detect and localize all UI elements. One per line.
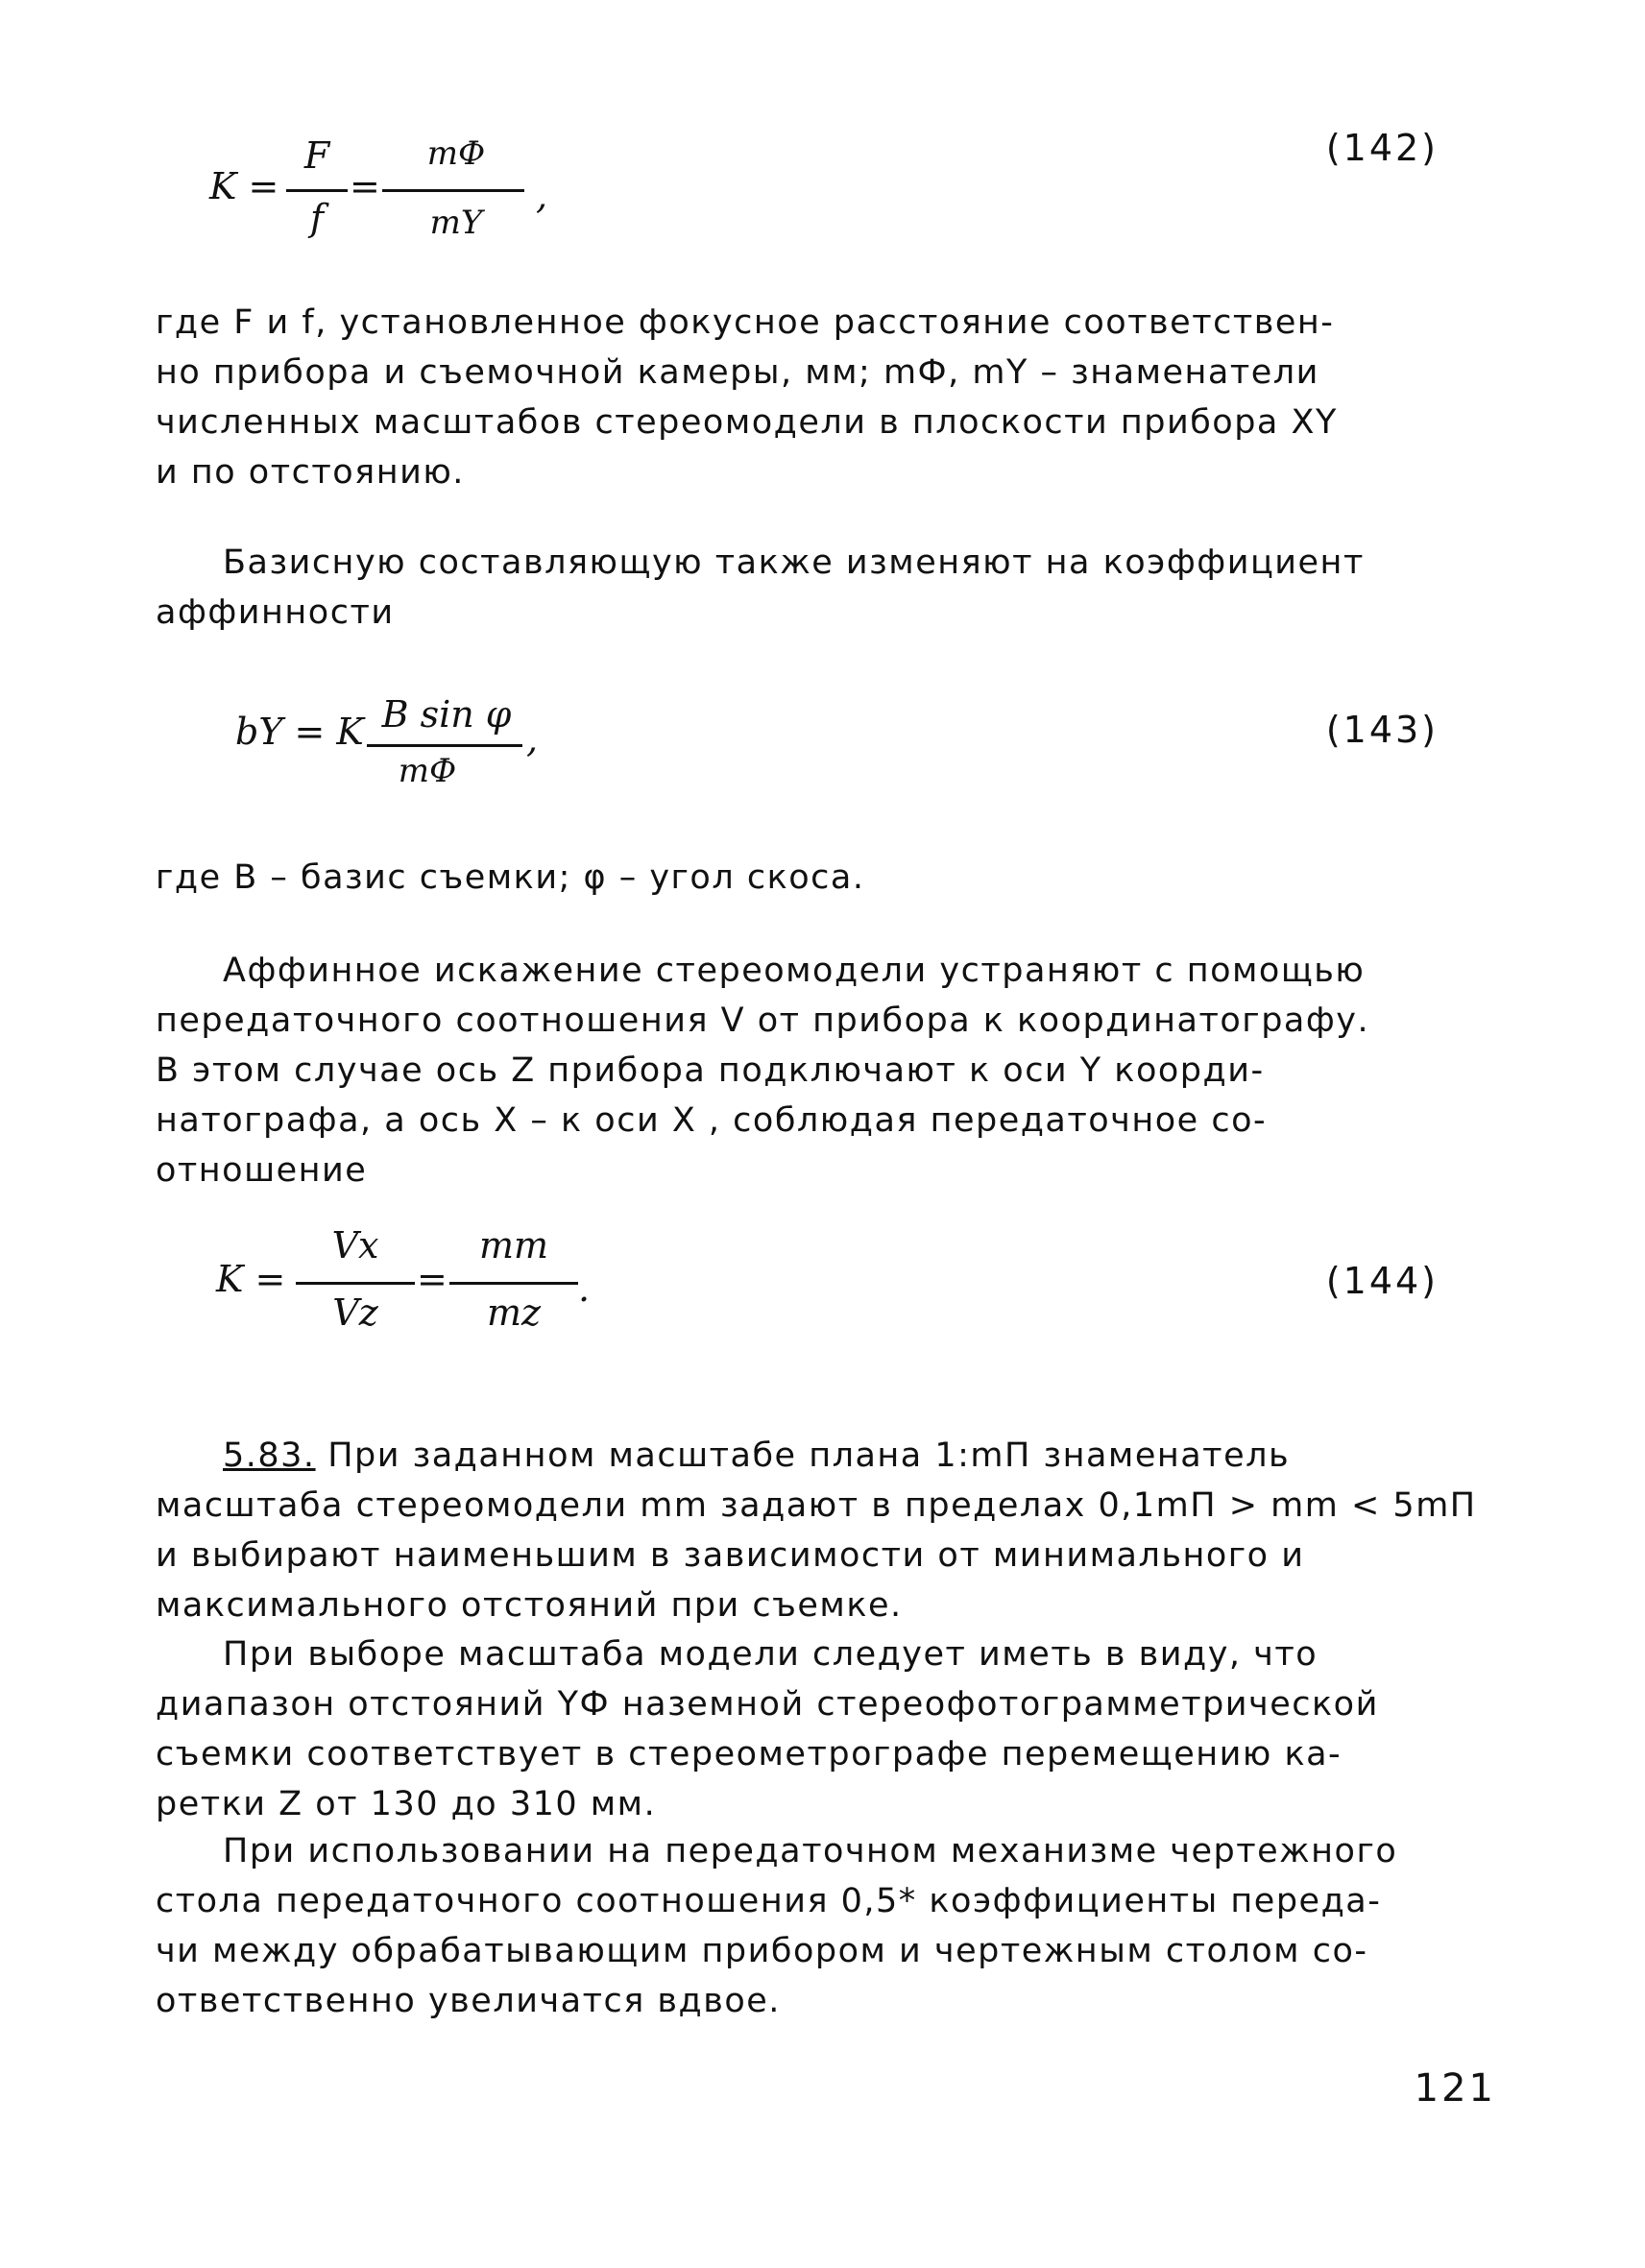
eq144-frac1-den: Vz	[332, 1291, 378, 1334]
eq144-frac2-num: mm	[478, 1224, 549, 1267]
eq144-number: (144)	[1325, 1260, 1439, 1302]
eq142-lhs: K =	[209, 165, 279, 207]
eq143-lhs: bY = K	[235, 711, 364, 753]
paragraph-definitions-142	[156, 298, 1486, 497]
eq144-frac2-bar	[449, 1282, 578, 1285]
text-line: численных масштабов стереомодели в плоскости прибора XY	[156, 403, 1338, 442]
eq142-number: (142)	[1325, 127, 1439, 169]
text-line	[156, 1431, 1486, 1481]
text-line: стола передаточного соотношения 0,5* коэффициенты переда-	[156, 1882, 1382, 1920]
text-line: диапазон отстояний YФ наземной стереофотограмметрической	[156, 1685, 1379, 1724]
text-line: При использовании на передаточном механизме чертежного	[223, 1832, 1398, 1870]
text-line: ответственно увеличатся вдвое.	[156, 1982, 781, 2020]
eq143-bar	[367, 744, 522, 747]
eq142-frac2-den: mY	[429, 204, 483, 242]
text-line: и по отстоянию.	[156, 453, 465, 492]
eq143-den: mФ	[398, 752, 457, 790]
paragraph-section-5-83	[156, 1431, 1486, 1630]
paragraph-basis-component	[156, 538, 1486, 638]
text-line: максимального отстояний при съемке.	[156, 1586, 903, 1625]
paragraph-affine-distortion	[156, 946, 1486, 1195]
text-line: При выборе масштаба модели следует иметь в виду, что	[223, 1635, 1318, 1674]
text-line: масштаба стереомодели mm задают в пределах 0,1mП > mm < 5mП	[156, 1486, 1477, 1525]
text-line: передаточного соотношения V от прибора к координатографу.	[156, 1001, 1370, 1040]
eq142-tail: ,	[536, 175, 548, 217]
text-line: чи между обрабатывающим прибором и чертежным столом со-	[156, 1932, 1368, 1970]
text-line: где F и f, установленное фокусное расстояние соответствен-	[156, 303, 1335, 342]
text-line: и выбирают наименьшим в зависимости от минимального и	[156, 1536, 1305, 1575]
eq144-frac1-bar	[296, 1282, 415, 1285]
eq144-frac1-num: Vx	[331, 1224, 379, 1267]
eq142-frac1-den: f	[309, 197, 325, 239]
text-line: съемки соответствует в стереометрографе перемещению ка-	[156, 1735, 1343, 1773]
eq144-lhs: K =	[216, 1258, 286, 1300]
text-line: Аффинное искажение стереомодели устраняют с помощью	[223, 952, 1366, 990]
paragraph-model-scale	[156, 1629, 1486, 1829]
page-number: 121	[1414, 2066, 1496, 2111]
eq144-eq: =	[417, 1258, 448, 1300]
text-line: ретки Z от 130 до 310 мм.	[156, 1785, 657, 1823]
text-line: отношение	[156, 1151, 368, 1190]
text-line: аффинности	[156, 593, 395, 632]
text-line: В этом случае ось Z прибора подключают к оси Y коорди-	[156, 1051, 1265, 1090]
eq144-tail: .	[578, 1267, 591, 1310]
eq142-frac1-num: F	[303, 134, 330, 177]
eq142-frac2-bar	[382, 189, 524, 192]
eq144-frac2-den: mz	[486, 1291, 542, 1334]
eq142-frac1-bar	[286, 189, 348, 192]
paragraph-definitions-143	[156, 853, 1486, 903]
paragraph-transmission-ratio	[156, 1826, 1486, 2026]
section-number: 5.83.	[223, 1436, 316, 1475]
eq142-frac2-num: mФ	[426, 134, 486, 173]
eq143-tail: ,	[526, 718, 539, 760]
text-fragment: При заданном масштабе плана 1:mП знаменатель	[315, 1436, 1291, 1475]
eq143-number: (143)	[1325, 709, 1439, 751]
eq143-num: B sin φ	[381, 693, 512, 736]
text-line: натографа, а ось X – к оси X , соблюдая передаточное со-	[156, 1101, 1268, 1140]
eq142-eq: =	[350, 165, 380, 207]
text-line: где B – базис съемки; φ – угол скоса.	[156, 858, 865, 897]
text-line: Базисную составляющую также изменяют на коэффициент	[223, 543, 1365, 582]
text-line: но прибора и съемочной камеры, мм; mФ, mY – знаменатели	[156, 353, 1319, 392]
